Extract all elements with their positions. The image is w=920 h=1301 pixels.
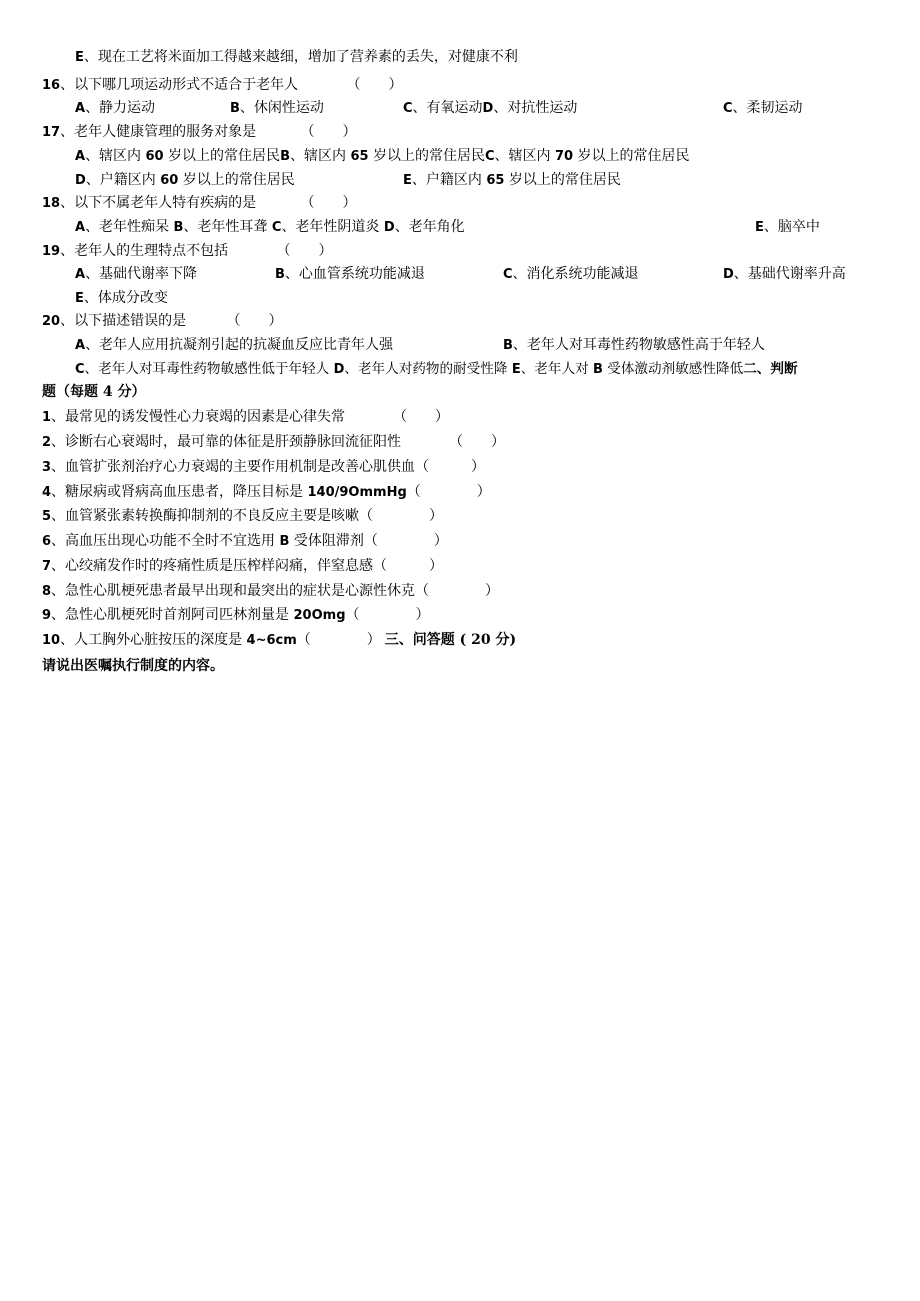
dose-value: 20Omg [293,608,346,623]
question-number: 8 [42,584,52,599]
answer-paren: （ ） [406,484,491,500]
option-text-bold: B [593,362,603,377]
option-text: 、老年性耳聋 [183,219,272,235]
q15-option-e [75,46,518,68]
q17-option-e [403,169,621,192]
answer-paren: （ ） [363,533,448,549]
option-text: 、心血管系统功能减退 [284,266,425,282]
option-label: E [755,220,764,235]
question-text: 、老年人健康管理的服务对象是 [60,124,257,140]
age-number: 65 [350,149,369,164]
question-number: 5 [42,509,52,524]
question-number: 19 [42,244,61,259]
option-label: D [333,362,345,377]
question-text: 、糖尿病或肾病高血压患者，降压目标是 [51,484,308,500]
question-number: 17 [42,125,61,140]
question-number: 16 [42,78,61,93]
question-number: 6 [42,534,52,549]
question-text: 、急性心肌梗死患者最早出现和最突出的症状是心源性休克 [51,583,416,599]
option-text: 、老年人应用抗凝剂引起的抗凝血反应比青年人强 [85,337,394,353]
option-text: 岁以上的常住居民 [573,148,690,164]
question-text: 、高血压出现心功能不全时不宜选用 [51,533,280,549]
q17-options-line1 [75,145,690,167]
option-label: B [503,338,513,353]
option-label: A [75,101,86,116]
question-text: 、最常见的诱发慢性心力衰竭的因素是心律失常 [51,409,346,425]
option-label: A [75,267,86,282]
section-2-title-cont: 题（每题 4 分） [42,384,146,400]
option-label: A [75,220,86,235]
q18-option-e [755,216,820,239]
question-text: 、诊断右心衰竭时，最可靠的体征是肝颈静脉回流征阳性 [51,434,402,450]
option-text: 岁以上的常住居民 [368,148,485,164]
option-label: C [75,362,85,377]
option-label: D [482,101,494,116]
question-number: 20 [42,314,61,329]
option-label: C [271,220,282,235]
question-text: 、心绞痛发作时的疼痛性质是压榨样闷痛，伴窒息感 [51,558,374,574]
answer-paren: （ ） [300,124,357,140]
question-19 [42,240,333,262]
option-text: 岁以上的常住居民 [504,172,621,188]
judgement-10 [42,629,516,651]
q16-option-c2 [723,97,803,120]
question-20 [42,310,283,332]
q18-options-a-d [75,216,465,239]
judgement-3 [42,456,485,478]
option-text: 、脑卒中 [763,219,820,235]
option-label: B [280,149,290,164]
essay-question: 请说出医嘱执行制度的内容。 [42,658,224,674]
judgement-9 [42,604,430,626]
option-label: B [275,267,285,282]
age-number: 65 [486,173,505,188]
answer-paren: （ ） [345,607,430,623]
option-text: 、老年人对药物的耐受性降 [344,361,512,377]
q18-options [0,216,920,238]
option-text: 、老年角化 [394,219,465,235]
question-17 [42,121,357,143]
age-number: 60 [145,149,164,164]
question-text: 、以下哪几项运动形式不适合于老年人 [60,77,299,93]
question-text: 、血管紧张素转换酶抑制剂的不良反应主要是咳嗽 [51,508,360,524]
q16-option-a [75,97,155,120]
option-text: 、静力运动 [85,100,156,116]
bp-target-value: 140/9OmmHg [307,485,407,500]
q17-options-line2 [0,169,920,191]
judgement-8 [42,580,499,602]
question-16 [42,74,403,96]
option-text: 、有氧运动 [412,100,483,116]
option-label: A [75,149,86,164]
option-text: 、现在工艺将米面加工得越来越细，增加了营养素的丢失，对健康不利 [83,49,518,65]
q20-options-ab [0,334,920,356]
question-text: 受体阻滞剂 [289,533,364,549]
question-text: 、急性心肌梗死时首剂阿司匹林剂量是 [51,607,294,623]
answer-paren: （ ） [449,434,506,450]
option-text: 、对抗性运动 [493,100,578,116]
judgement-2 [42,431,505,453]
q17-option-d [75,169,295,192]
option-text: 、户籍区内 [85,172,161,188]
question-text: 、人工胸外心脏按压的深度是 [60,632,247,648]
option-label: E [75,50,84,65]
option-text: 、老年人对 [520,361,593,377]
answer-paren: （ ） [393,409,450,425]
question-text: 、老年人的生理特点不包括 [60,243,229,259]
question-number: 7 [42,559,52,574]
q16-options [0,97,920,119]
answer-paren: （ ） [276,243,333,259]
question-text: 、血管扩张剂治疗心力衰竭的主要作用机制是改善心肌供血 [51,459,416,475]
judgement-6 [42,530,448,552]
q19-option-a [75,263,197,286]
option-text: 、老年性阴道炎 [281,219,384,235]
q20-option-b [503,334,765,357]
answer-paren: （ ） [346,77,403,93]
section-2-title: 二、判断 [743,361,798,377]
q19-option-d [723,263,846,286]
q19-option-e [75,287,168,309]
option-label: B [230,101,240,116]
option-label: D [723,267,734,282]
section-3-title: 三、问答题 ( 20 分) [384,632,517,648]
option-label: D [383,220,395,235]
option-text: 、老年人对耳毒性药物敏感性高于年轻人 [512,337,765,353]
option-text: 受体激动剂敏感性降低 [602,361,744,377]
answer-paren: （ ） [300,195,357,211]
option-label: E [511,362,521,377]
option-label: A [75,338,86,353]
q20-option-a [75,334,393,357]
option-label: C [403,101,413,116]
option-label: C [723,101,733,116]
q19-option-c [503,263,639,286]
answer-paren: （ ） [373,558,444,574]
answer-paren: （ ） [226,313,283,329]
age-number: 60 [160,173,179,188]
q19-options [0,263,920,285]
option-text: 、基础代谢率升高 [733,266,846,282]
judgement-7 [42,555,443,577]
q16-option-c [403,97,577,120]
option-label: D [75,173,86,188]
option-text: 、户籍区内 [411,172,487,188]
q19-option-b [275,263,425,286]
option-text: 岁以上的常住居民 [178,172,295,188]
answer-paren: （ ） [415,583,500,599]
q20-options-cde [75,358,798,380]
option-label: E [75,291,84,306]
question-number: 18 [42,196,61,211]
question-number: 1 [42,410,52,425]
judgement-5 [42,505,443,527]
question-number: 10 [42,633,61,648]
option-text: 、基础代谢率下降 [85,266,198,282]
judgement-1 [42,406,449,428]
option-text: 、辖区内 [289,148,351,164]
option-text: 、消化系统功能减退 [512,266,639,282]
option-label: C [484,149,495,164]
option-text: 岁以上的常住居民 [163,148,281,164]
q16-option-b [230,97,324,120]
option-text: 、老年性痴呆 [85,219,174,235]
question-number: 3 [42,460,52,475]
answer-paren: （ ） [359,508,444,524]
option-label: C [503,267,513,282]
question-text: 、以下描述错误的是 [60,313,187,329]
option-text: 、体成分改变 [83,290,168,306]
option-label: B [173,220,184,235]
question-number: 2 [42,435,52,450]
option-text: 、休闲性运动 [239,100,324,116]
answer-paren: （ ） [415,459,486,475]
answer-paren: （ ） [296,632,381,648]
judgement-4 [42,481,491,503]
depth-value: 4~6cm [246,633,297,648]
question-text: 、以下不属老年人特有疾病的是 [60,195,257,211]
option-label: E [403,173,412,188]
option-text: 、辖区内 [494,148,555,164]
option-text: 、老年人对耳毒性药物敏感性低于年轻人 [84,361,334,377]
age-number: 70 [554,149,574,164]
question-number: 9 [42,608,52,623]
question-text-bold: B [279,534,290,549]
option-text: 、柔韧运动 [732,100,803,116]
option-text: 、辖区内 [85,148,146,164]
question-number: 4 [42,485,52,500]
question-18 [42,192,357,214]
